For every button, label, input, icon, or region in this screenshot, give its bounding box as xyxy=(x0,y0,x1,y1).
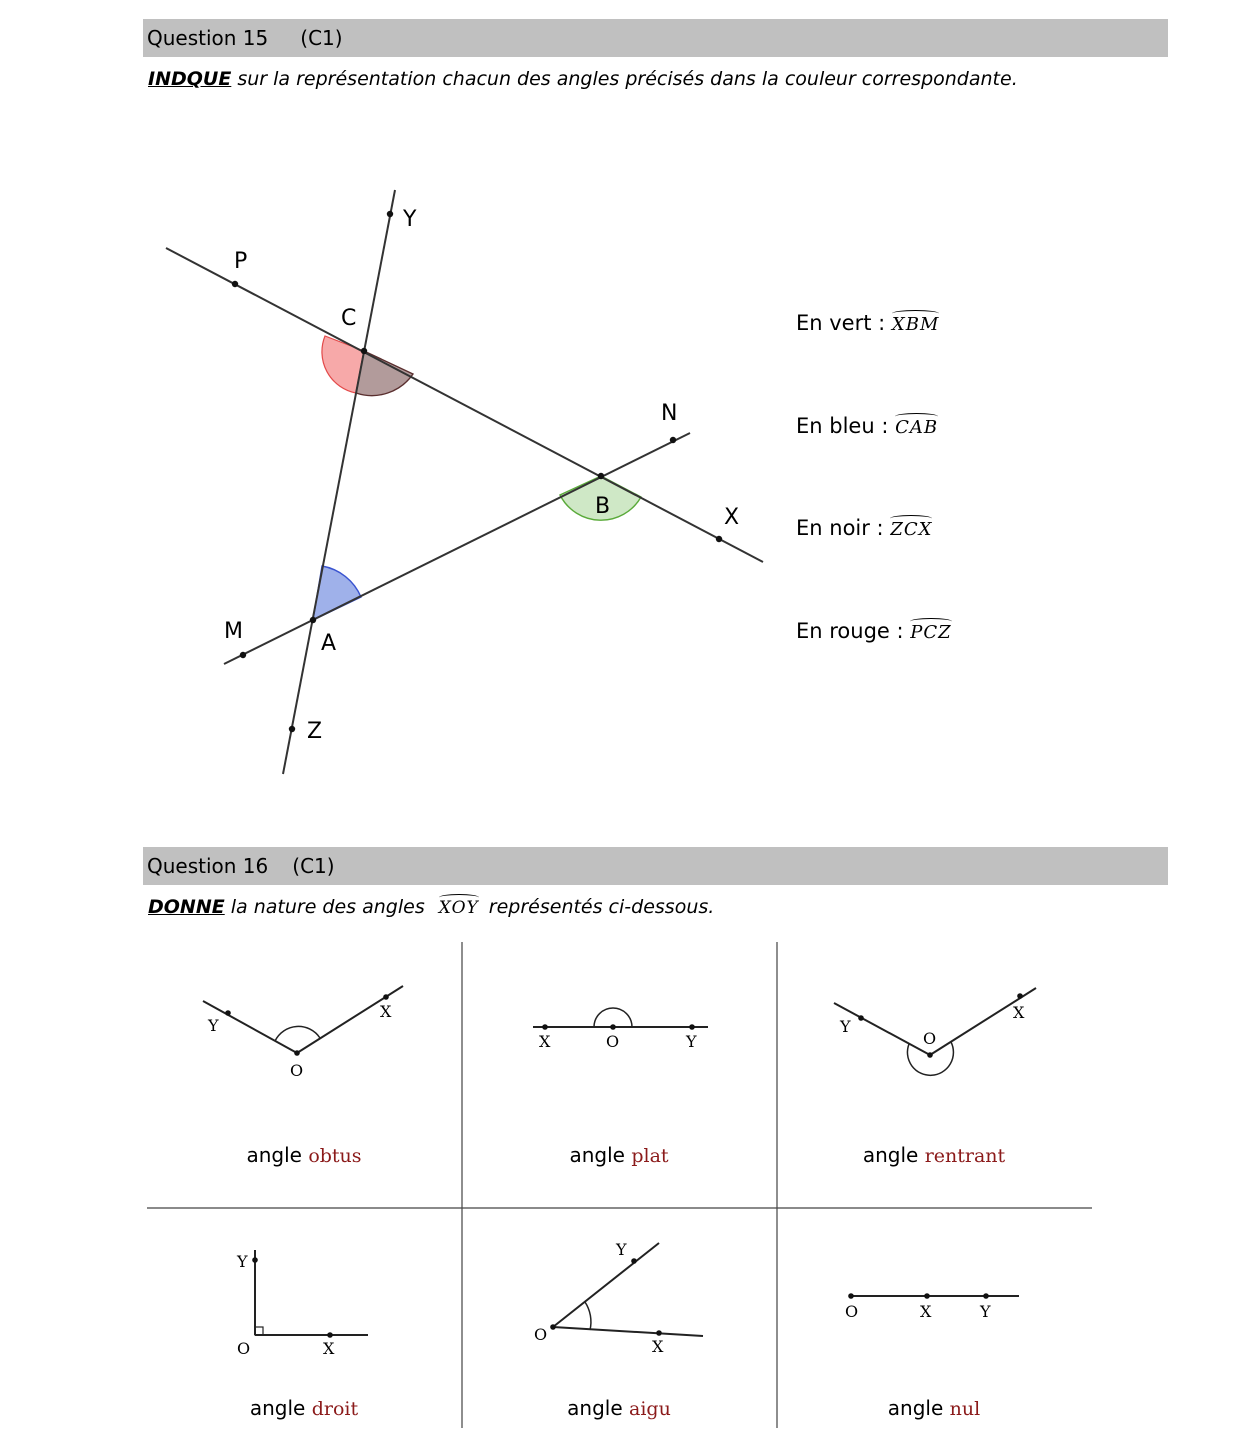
legend-green-prefix: En vert : xyxy=(796,311,892,335)
instruction-verb: INDQUE xyxy=(148,68,232,90)
cell-prefix: angle xyxy=(862,1143,925,1167)
legend-blue-angle: CAB xyxy=(895,417,939,438)
cell-prefix: angle xyxy=(567,1396,630,1420)
label-z: Z xyxy=(307,719,323,744)
angle-droit-drawing xyxy=(236,1250,368,1358)
legend-green-angle: XBM xyxy=(891,314,940,335)
label-m: M xyxy=(224,619,243,644)
legend-blue-prefix: En bleu : xyxy=(796,414,896,438)
cell-label-plat xyxy=(462,1143,776,1167)
label-x: X xyxy=(380,1002,392,1021)
cell-prefix: angle xyxy=(249,1396,312,1420)
cell-answer: droit xyxy=(311,1398,359,1420)
question-16-code: (C1) xyxy=(292,854,335,878)
label-x: X xyxy=(1013,1003,1025,1022)
angle-plat-drawing xyxy=(533,1008,708,1051)
label-o: O xyxy=(606,1032,620,1051)
label-y: Y xyxy=(686,1032,697,1051)
instruction-end: représentés ci-dessous. xyxy=(482,896,715,918)
cell-prefix: angle xyxy=(246,1143,309,1167)
legend-black-angle: ZCX xyxy=(890,519,933,540)
label-y: Y xyxy=(208,1016,219,1035)
label-c: C xyxy=(341,306,357,331)
legend-red-prefix: En rouge : xyxy=(796,619,911,643)
cell-prefix: angle xyxy=(887,1396,950,1420)
label-y: Y xyxy=(403,207,417,232)
cell-label-obtus xyxy=(147,1143,461,1167)
instruction-verb: DONNE xyxy=(148,896,225,918)
legend-black-prefix: En noir : xyxy=(796,516,891,540)
cell-answer: nul xyxy=(949,1398,981,1420)
legend-red-angle: PCZ xyxy=(910,622,952,643)
angle-aigu-drawing xyxy=(534,1240,703,1356)
label-x: X xyxy=(652,1337,664,1356)
label-x: X xyxy=(539,1032,551,1051)
label-o: O xyxy=(534,1325,548,1344)
label-p: P xyxy=(234,249,248,274)
cell-label-aigu xyxy=(462,1396,776,1420)
label-y: Y xyxy=(840,1017,851,1036)
label-y: Y xyxy=(616,1240,627,1259)
label-o: O xyxy=(845,1302,859,1321)
label-y: Y xyxy=(980,1302,991,1321)
cell-label-nul xyxy=(777,1396,1091,1420)
cell-label-droit xyxy=(147,1396,461,1420)
angle-nul-drawing xyxy=(845,1293,1019,1321)
instruction-mid: la nature des angles xyxy=(224,896,431,918)
cell-prefix: angle xyxy=(569,1143,632,1167)
cell-answer: aigu xyxy=(629,1398,671,1420)
instruction-angle: XOY xyxy=(438,898,479,918)
angle-rentrant-drawing xyxy=(834,988,1036,1075)
cell-label-rentrant xyxy=(777,1143,1091,1167)
question-16-title: Question 16 xyxy=(147,854,269,878)
cell-answer: obtus xyxy=(308,1145,362,1167)
label-y: Y xyxy=(237,1252,248,1271)
label-b: B xyxy=(595,494,611,519)
label-a: A xyxy=(321,631,337,656)
label-x: X xyxy=(920,1302,932,1321)
label-o: O xyxy=(923,1029,937,1048)
label-x: X xyxy=(323,1339,335,1358)
angle-obtus-drawing xyxy=(203,986,403,1080)
label-n: N xyxy=(661,401,678,426)
label-o: O xyxy=(290,1061,304,1080)
instruction-text: sur la représentation chacun des angles précisés dans la couleur correspondante. xyxy=(231,68,1018,90)
cell-answer: plat xyxy=(631,1145,669,1167)
label-x: X xyxy=(724,505,740,530)
label-o: O xyxy=(237,1339,251,1358)
question-15-title: Question 15 xyxy=(147,26,269,50)
question-15-code: (C1) xyxy=(300,26,343,50)
cell-answer: rentrant xyxy=(924,1145,1006,1167)
